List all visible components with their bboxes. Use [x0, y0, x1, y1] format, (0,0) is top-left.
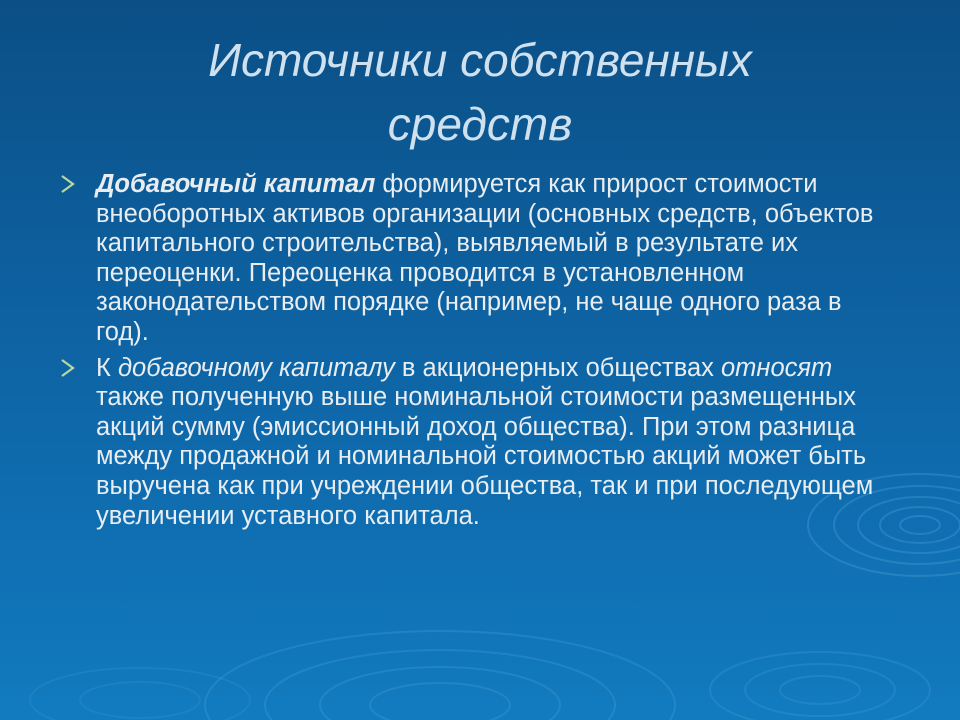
bullet-2-text-a: К	[96, 353, 118, 382]
bullet-1-term: Добавочный капитал	[96, 170, 376, 198]
slide-title-line-2: средств	[387, 98, 573, 150]
slide-title-line-1: Источники собственных	[208, 34, 752, 86]
bullet-2-verb: относят	[721, 353, 833, 382]
bullet-2-term: добавочному капиталу	[117, 353, 395, 382]
slide-title	[60, 28, 900, 156]
bullet-2-text-b: в акционерных обществах	[394, 353, 721, 382]
slide-body	[60, 170, 900, 537]
bullet-2-text-c: также полученную выше номинальной стоимости размещенных акций сумму (эмиссионный доход общества). При этом разница между продажной и номинальной стоимостью акций может быть выручена как при учреждении общества, так и при последующем увеличении уставного капитала.	[96, 383, 874, 530]
chevron-arrow-icon	[60, 174, 76, 194]
bullet-1-text: формируется как прирост стоимости внеоборотных активов организации (основных средств, объектов капитального строительства), выявляемый в результате их переоценки. Переоценка проводится в установленном законодательством порядке (например, не чаще одного раза в год).	[96, 170, 874, 346]
bullet-item-2	[60, 354, 900, 532]
bullet-item-1	[60, 170, 900, 348]
chevron-arrow-icon	[60, 358, 76, 378]
